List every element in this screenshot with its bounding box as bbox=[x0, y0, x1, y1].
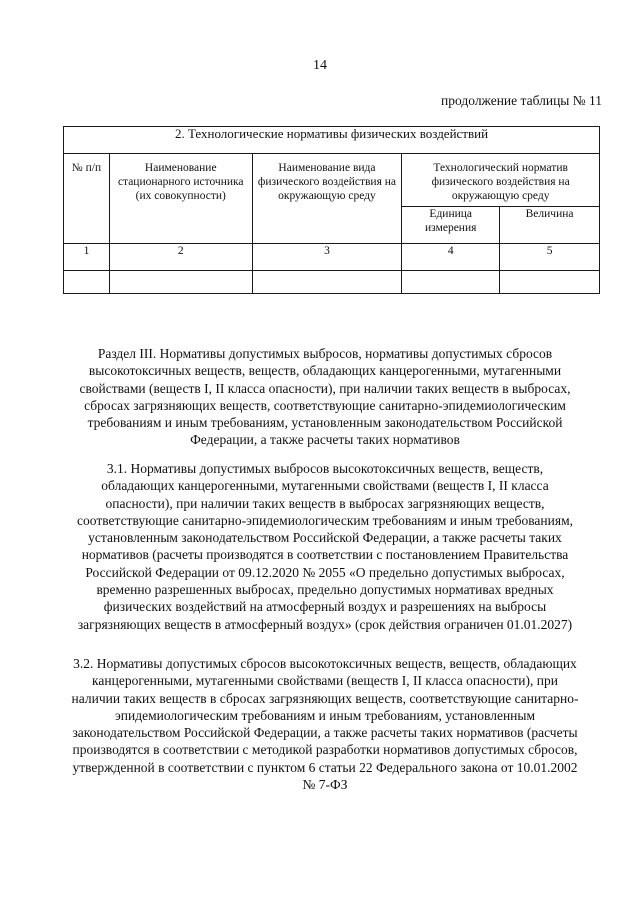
table-cell bbox=[109, 271, 252, 294]
section-3-2-text: 3.2. Нормативы допустимых сбросов высокотоксичных веществ, веществ, обладающих канцерогенными, мутагенными свойствами (веществ I, II класса опасности), при наличии таких веществ в сбросах загрязняющих веществ, соответствующие санитарно-эпидемиологическим требованиям и иным требованиям, установленным законодательством Российской Федерации, а также расчеты таких нормативов (расчеты производятся в соответствии с методикой разработки нормативов допустимых сбросов, утвержденной в соответствии с пунктом 6 статьи 22 Федерального закона от 10.01.2002 № 7-ФЗ bbox=[71, 656, 579, 793]
empty-data-row bbox=[64, 271, 600, 294]
page-number: 14 bbox=[313, 58, 327, 73]
table-header-row bbox=[64, 154, 600, 207]
column-number: 1 bbox=[64, 244, 110, 271]
header-value: Величина bbox=[500, 207, 600, 244]
header-num: № п/п bbox=[64, 154, 110, 244]
header-impact-type: Наименование вида физического воздействия на окружающую среду bbox=[252, 154, 402, 244]
column-number: 3 bbox=[252, 244, 402, 271]
header-norm: Технологический норматив физического воздействия на окружающую среду bbox=[402, 154, 600, 207]
table-cell bbox=[500, 271, 600, 294]
table-title: 2. Технологические нормативы физических воздействий bbox=[64, 127, 600, 154]
table-cell bbox=[252, 271, 402, 294]
header-unit: Единица измерения bbox=[402, 207, 500, 244]
table-cell bbox=[64, 271, 110, 294]
table-cell bbox=[402, 271, 500, 294]
header-source: Наименование стационарного источника (их совокупности) bbox=[109, 154, 252, 244]
section-3-heading: Раздел III. Нормативы допустимых выбросов, нормативы допустимых сбросов высокотоксичных веществ, веществ, обладающих канцерогенными, мутагенными свойствами (веществ I, II класса опасности), при наличии таких веществ в выбросах, сбросах загрязняющих веществ, соответствующие санитарно-эпидемиологическим требованиям и иным требованиям, установленным законодательством Российской Федерации, а также расчеты таких нормативов bbox=[79, 346, 571, 448]
column-number: 2 bbox=[109, 244, 252, 271]
column-number-row bbox=[64, 244, 600, 271]
physical-impact-norms-table bbox=[63, 126, 600, 294]
column-number: 5 bbox=[500, 244, 600, 271]
table-continuation-label: продолжение таблицы № 11 bbox=[441, 93, 602, 108]
table-title-row bbox=[64, 127, 600, 154]
section-3-1-text: 3.1. Нормативы допустимых выбросов высокотоксичных веществ, веществ, обладающих канцерогенными, мутагенными свойствами (веществ I, II класса опасности), при наличии таких веществ в выбросах загрязняющих веществ, соответствующие санитарно-эпидемиологическим требованиям и иным требованиям, установленным законодательством Российской Федерации, а также расчеты таких нормативов (расчеты производятся в соответствии с постановлением Правительства Российской Федерации от 09.12.2020 № 2055 «О предельно допустимых выбросах, временно разрешенных выбросах, предельно допустимых нормативах вредных физических воздействий на атмосферный воздух и разрешениях на выбросы загрязняющих веществ в атмосферный воздух» (срок действия ограничен 01.01.2027) bbox=[77, 461, 573, 632]
column-number: 4 bbox=[402, 244, 500, 271]
